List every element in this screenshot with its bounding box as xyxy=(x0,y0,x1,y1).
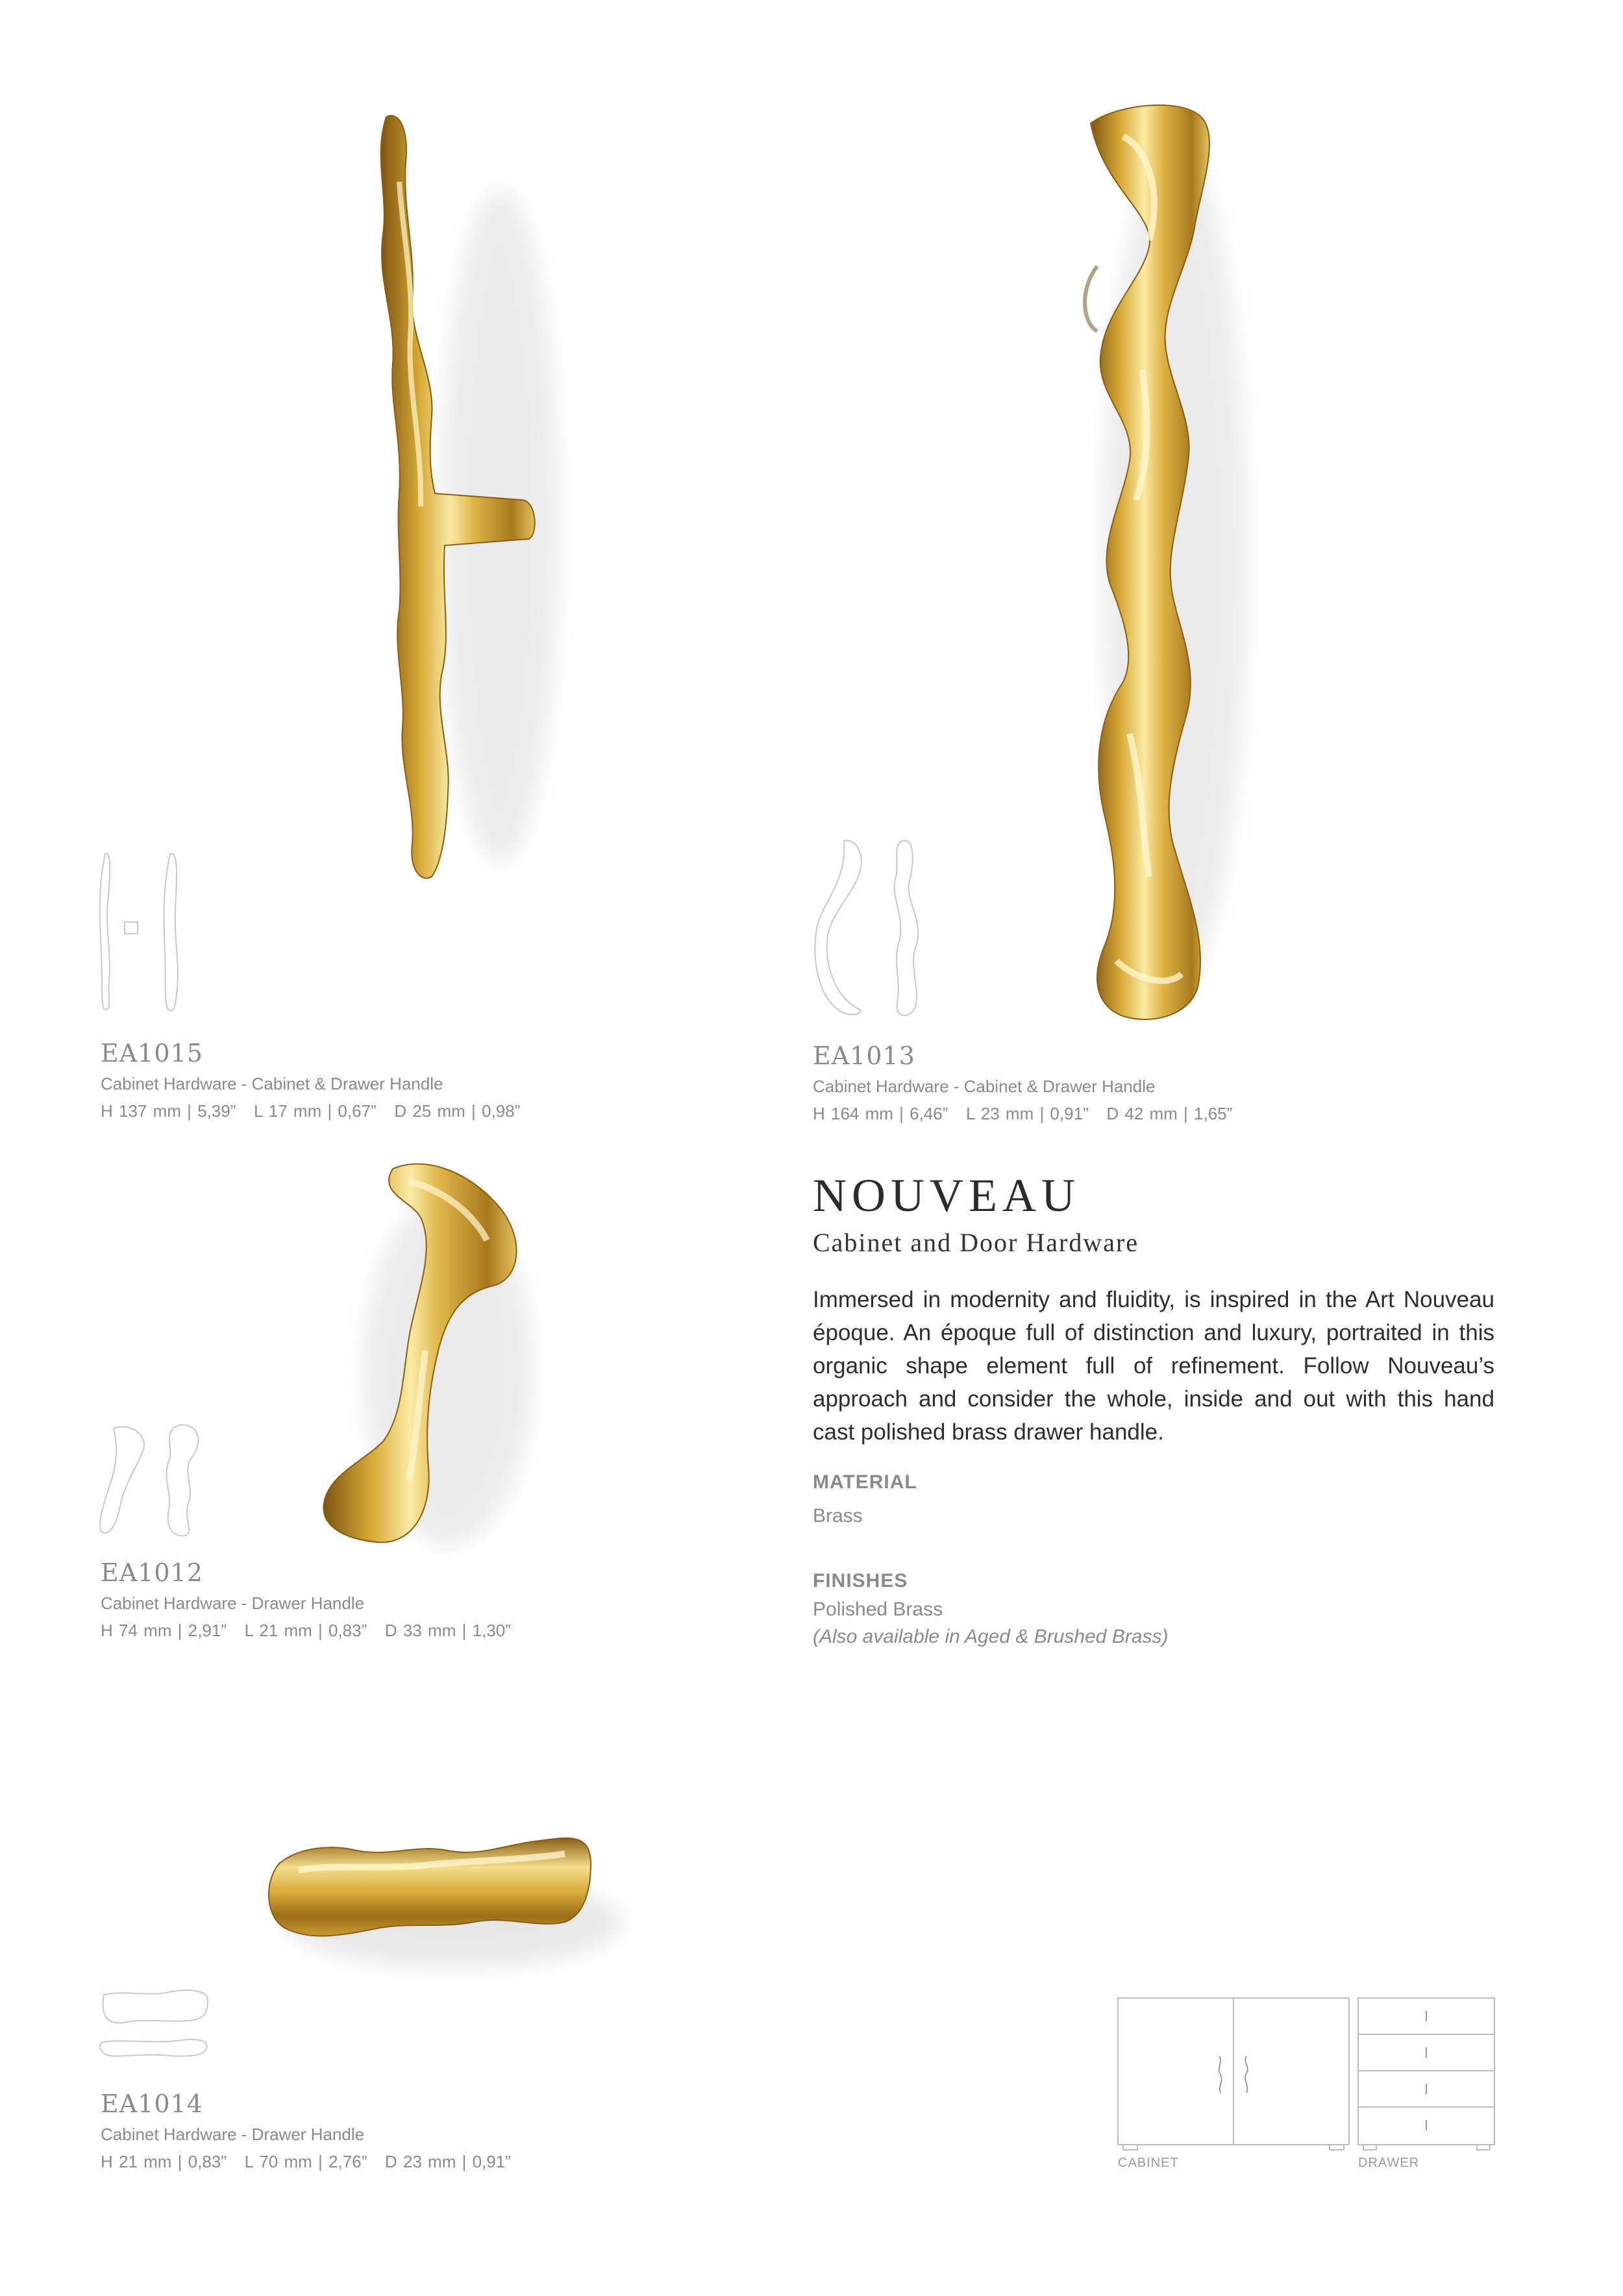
sketch-ea1013 xyxy=(812,838,941,1019)
sketch-ea1012 xyxy=(97,1422,208,1539)
usage-drawer-diagram xyxy=(1357,1997,1496,2152)
product-type: Cabinet Hardware - Cabinet & Drawer Handle xyxy=(101,1074,443,1093)
ea1012-outline-icon xyxy=(97,1422,208,1539)
ea1015-outline-icon xyxy=(97,851,188,1013)
product-dimensions: H 21 mm | 0,83” L 70 mm | 2,76” D 23 mm | 0,91” xyxy=(101,2152,511,2171)
drawer-icon xyxy=(1357,1997,1496,2152)
product-image-ea1013 xyxy=(1052,97,1259,1032)
ea1014-outline-icon xyxy=(97,1987,214,2065)
material-label: MATERIAL xyxy=(813,1471,917,1493)
product-type: Cabinet Hardware - Cabinet & Drawer Handle xyxy=(813,1077,1156,1096)
product-image-ea1015 xyxy=(338,104,584,948)
product-code: EA1013 xyxy=(813,1042,915,1070)
product-type: Cabinet Hardware - Drawer Handle xyxy=(101,2125,365,2144)
drawer-label: DRAWER xyxy=(1358,2156,1420,2170)
ea1012-handle-icon xyxy=(318,1156,539,1558)
product-dimensions: H 137 mm | 5,39” L 17 mm | 0,67” D 25 mm | 0,98” xyxy=(101,1101,521,1121)
cabinet-icon xyxy=(1117,1997,1350,2152)
finishes-label: FINISHES xyxy=(813,1570,908,1591)
sketch-ea1014 xyxy=(97,1987,214,2065)
ea1015-handle-icon xyxy=(338,104,584,948)
cabinet-label: CABINET xyxy=(1118,2156,1179,2170)
ea1013-handle-icon xyxy=(1052,97,1259,1032)
ea1013-outline-icon xyxy=(812,838,941,1019)
ea1014-handle-icon xyxy=(260,1825,623,1980)
collection-subtitle: Cabinet and Door Hardware xyxy=(813,1228,1139,1257)
product-dimensions: H 164 mm | 6,46” L 23 mm | 0,91” D 42 mm | 1,65” xyxy=(813,1104,1233,1123)
product-code: EA1012 xyxy=(101,1558,203,1587)
collection-description: Immersed in modernity and fluidity, is inspired in the Art Nouveau époque. An époque full of distinction and luxury, portraited in this organic shape element full of refinement. Follow Nouveau’s approach and consider the whole, inside and out with this hand cast polished brass drawer handle. xyxy=(813,1287,1494,1445)
product-dimensions: H 74 mm | 2,91” L 21 mm | 0,83” D 33 mm | 1,30” xyxy=(101,1621,511,1640)
usage-cabinet-diagram xyxy=(1117,1997,1350,2152)
sketch-ea1015 xyxy=(97,851,188,1013)
product-type: Cabinet Hardware - Drawer Handle xyxy=(101,1593,365,1613)
product-image-ea1014 xyxy=(260,1825,623,1980)
finish-note: (Also available in Aged & Brushed Brass) xyxy=(813,1626,1169,1647)
finish-value: Polished Brass xyxy=(813,1599,943,1620)
product-code: EA1015 xyxy=(101,1039,203,1067)
collection-title: NOUVEAU xyxy=(813,1169,1080,1221)
product-image-ea1012 xyxy=(318,1156,539,1558)
material-value: Brass xyxy=(813,1505,863,1527)
product-code: EA1014 xyxy=(101,2090,203,2118)
